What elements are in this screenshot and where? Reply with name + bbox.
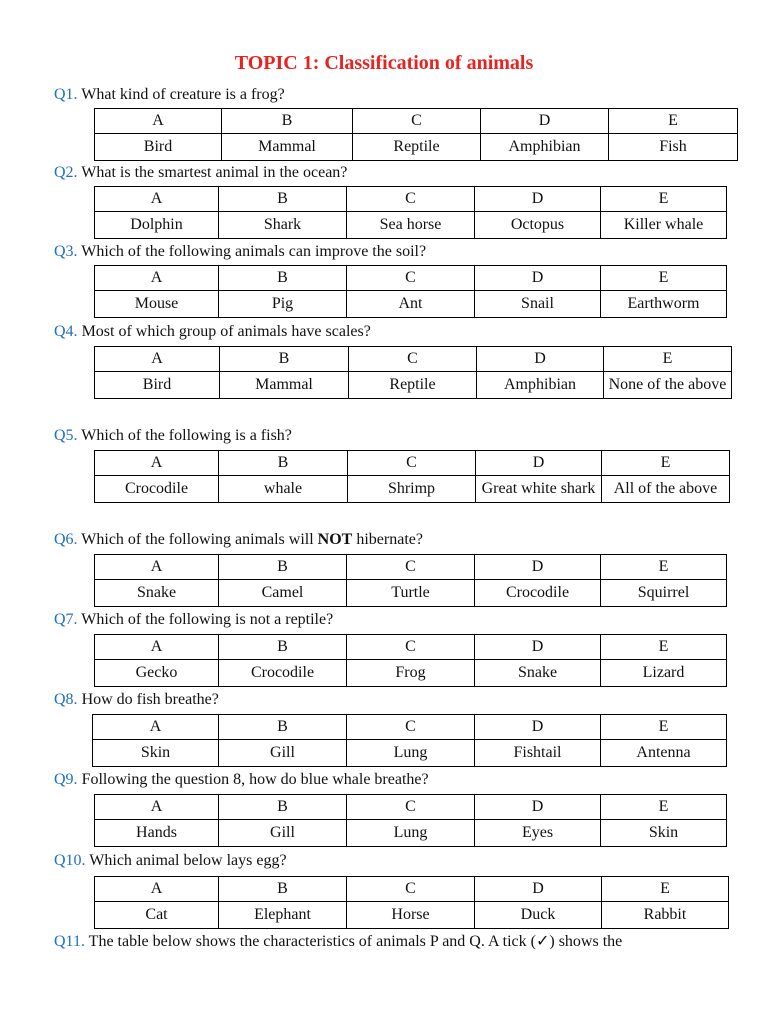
option-letter: A [93,715,219,740]
question-2 [54,164,347,182]
option-answer: Elephant [219,902,347,929]
option-answer: Turtle [347,580,475,607]
option-letter: E [602,877,729,902]
option-answer: Fish [609,134,738,161]
question-text: Which of the following animals will [77,531,318,548]
option-letter: D [475,635,601,660]
option-letter: B [219,266,347,291]
question-3 [54,243,426,261]
question-7 [54,611,333,629]
question-11 [54,931,622,951]
option-answer: Antenna [601,740,727,767]
option-answer: Amphibian [477,372,604,399]
option-answer: Mouse [95,291,219,318]
option-letter: C [353,109,481,134]
option-answer: Hands [95,820,219,847]
option-answer: Crocodile [219,660,347,687]
question-text: Which of the following is a fish? [77,427,292,444]
question-1 [54,86,285,104]
question-text: What is the smartest animal in the ocean? [77,164,348,181]
answer-options-table-2 [94,186,727,239]
question-number: Q5. [54,427,78,444]
option-answer: Bird [95,134,222,161]
option-letter: E [601,715,727,740]
option-letter: D [475,187,601,212]
option-letter: A [95,877,219,902]
option-letter: A [95,635,219,660]
option-letter: B [219,451,348,476]
option-letter: B [219,187,347,212]
option-letter: C [347,187,475,212]
option-letter: D [475,795,601,820]
option-answer: Snail [475,291,601,318]
option-letter: B [219,635,347,660]
question-text: Most of which group of animals have scales? [77,323,371,340]
option-letter: D [481,109,609,134]
question-text: The table below shows the characteristics of animals P and Q. A tick (✓) shows the [84,933,623,950]
answer-options-table-8 [92,714,727,767]
option-answer: Reptile [349,372,477,399]
option-letter: E [601,795,727,820]
option-answer: Gill [219,820,347,847]
option-letter: A [95,795,219,820]
option-answer: Frog [347,660,475,687]
answer-options-table-10 [94,876,729,929]
option-answer: Lung [347,740,475,767]
option-letter: E [601,635,727,660]
question-6 [54,531,423,549]
question-text: How do fish breathe? [77,691,219,708]
question-text: What kind of creature is a frog? [77,86,285,103]
option-answer: Crocodile [95,476,219,503]
option-answer: Earthworm [601,291,727,318]
option-letter: C [348,451,476,476]
option-answer: Great white shark [476,476,602,503]
option-answer: None of the above [604,372,732,399]
option-letter: A [95,555,219,580]
option-letter: E [601,187,727,212]
question-5 [54,427,292,445]
question-text: Which animal below lays egg? [85,852,287,869]
option-letter: D [476,451,602,476]
question-number: Q6. [54,531,78,548]
question-text-end: hibernate? [352,531,423,548]
option-answer: Crocodile [475,580,601,607]
question-number: Q4. [54,323,78,340]
option-letter: C [347,877,475,902]
option-letter: E [602,451,730,476]
option-letter: D [477,347,604,372]
option-letter: B [222,109,353,134]
question-number: Q3. [54,243,78,260]
answer-options-table-5 [94,450,730,503]
question-4 [54,323,371,341]
option-letter: A [95,451,219,476]
option-letter: B [219,715,347,740]
option-answer: whale [219,476,348,503]
option-letter: D [475,555,601,580]
option-letter: A [95,347,220,372]
option-letter: B [220,347,349,372]
option-answer: Gecko [95,660,219,687]
option-letter: A [95,187,219,212]
option-answer: Pig [219,291,347,318]
question-number: Q11. [54,933,85,950]
option-answer: Duck [475,902,602,929]
option-answer: Bird [95,372,220,399]
question-number: Q8. [54,691,78,708]
question-10 [54,852,287,870]
option-answer: Killer whale [601,212,727,239]
question-9 [54,771,429,789]
option-letter: C [347,635,475,660]
option-letter: E [604,347,732,372]
option-letter: A [95,109,222,134]
question-number: Q7. [54,611,78,628]
option-answer: Octopus [475,212,601,239]
option-answer: Sea horse [347,212,475,239]
option-letter: C [347,715,475,740]
option-letter: E [601,266,727,291]
option-answer: Skin [601,820,727,847]
option-answer: Squirrel [601,580,727,607]
option-answer: Snake [475,660,601,687]
question-number: Q9. [54,771,78,788]
option-answer: Ant [347,291,475,318]
option-letter: C [347,795,475,820]
option-answer: Mammal [222,134,353,161]
option-answer: Shrimp [348,476,476,503]
question-emphasis: NOT [317,531,353,548]
option-letter: A [95,266,219,291]
option-answer: Reptile [353,134,481,161]
question-text: Which of the following is not a reptile? [77,611,334,628]
option-letter: C [347,555,475,580]
option-letter: B [219,795,347,820]
question-8 [54,691,219,709]
option-letter: B [219,877,347,902]
question-number: Q1. [54,86,78,103]
question-text: Following the question 8, how do blue whale breathe? [77,771,429,788]
option-answer: Fishtail [475,740,601,767]
question-text: Which of the following animals can improve the soil? [77,243,427,260]
option-answer: Lizard [601,660,727,687]
answer-options-table-6 [94,554,727,607]
option-answer: Skin [93,740,219,767]
option-letter: B [219,555,347,580]
option-answer: Shark [219,212,347,239]
option-answer: Rabbit [602,902,729,929]
answer-options-table-7 [94,634,727,687]
option-answer: All of the above [602,476,730,503]
answer-options-table-9 [94,794,727,847]
option-answer: Eyes [475,820,601,847]
option-answer: Lung [347,820,475,847]
option-answer: Cat [95,902,219,929]
option-answer: Horse [347,902,475,929]
option-letter: E [609,109,738,134]
option-letter: E [601,555,727,580]
option-letter: D [475,715,601,740]
option-answer: Gill [219,740,347,767]
option-letter: C [347,266,475,291]
option-answer: Dolphin [95,212,219,239]
question-number: Q10. [54,852,86,869]
option-answer: Mammal [220,372,349,399]
option-answer: Amphibian [481,134,609,161]
option-answer: Snake [95,580,219,607]
page-title: TOPIC 1: Classification of animals [234,52,534,74]
answer-options-table-4 [94,346,732,399]
option-letter: D [475,877,602,902]
option-letter: D [475,266,601,291]
question-number: Q2. [54,164,78,181]
option-answer: Camel [219,580,347,607]
answer-options-table-3 [94,265,727,318]
option-letter: C [349,347,477,372]
answer-options-table-1 [94,108,738,161]
